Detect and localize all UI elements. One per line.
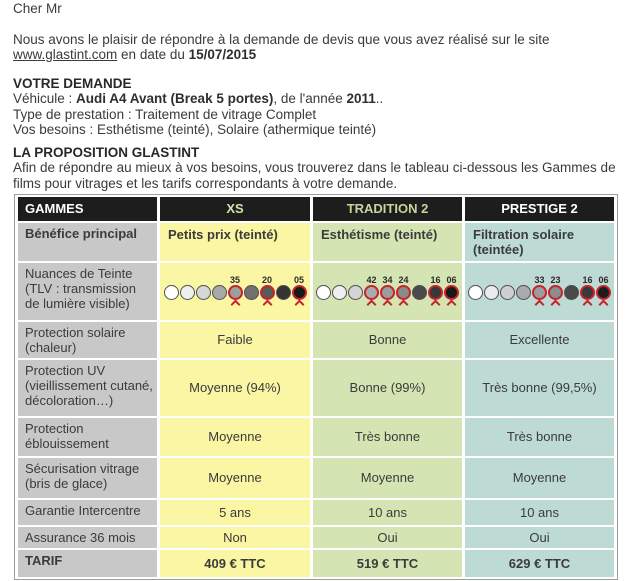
tlv-value: 06 <box>446 275 457 285</box>
section-title-proposition: LA PROPOSITION GLASTINT <box>13 144 200 160</box>
selection-caret-icon <box>232 300 239 308</box>
row-label: Protection UV (vieillissement cutané, décoloration…) <box>18 360 157 416</box>
tint-dot <box>260 285 275 300</box>
row-label: Assurance 36 mois <box>18 527 157 548</box>
tint-dot <box>484 285 499 300</box>
tint-dot <box>412 285 427 300</box>
cell-value: 519 € TTC <box>313 550 462 577</box>
tint-dot <box>532 285 547 300</box>
vehicle-label: Véhicule : <box>13 91 77 106</box>
selection-caret-icon <box>264 300 271 308</box>
tint-dot <box>580 285 595 300</box>
tint-dot <box>180 285 195 300</box>
tlv-value: 23 <box>550 275 561 285</box>
cell-value: Oui <box>465 527 614 548</box>
cell-value: Bonne <box>313 322 462 358</box>
tint-dot <box>596 285 611 300</box>
tint-circle <box>211 275 227 308</box>
tint-circle <box>516 275 532 308</box>
tlv-value: 24 <box>398 275 409 285</box>
cell-value: 409 € TTC <box>160 550 310 577</box>
tint-circle <box>332 275 348 308</box>
tlv-value: 16 <box>582 275 593 285</box>
chevron-up-icon <box>294 300 304 310</box>
tint-circle <box>468 275 484 308</box>
tlv-value: 35 <box>229 275 240 285</box>
tint-dot <box>212 285 227 300</box>
chevron-up-icon <box>551 300 561 310</box>
row-label: Garantie Intercentre <box>18 500 157 525</box>
selection-caret-icon <box>552 300 559 308</box>
cell-value: Filtration solaire (teintée) <box>465 223 614 261</box>
selection-caret-icon <box>400 300 407 308</box>
tint-circle-selected <box>444 275 460 308</box>
tint-circle <box>484 275 500 308</box>
cell-value: Moyenne <box>160 458 310 498</box>
tint-circle <box>348 275 364 308</box>
tint-dot <box>228 285 243 300</box>
chevron-up-icon <box>447 300 457 310</box>
chevron-up-icon <box>262 300 272 310</box>
tint-circle-selected <box>227 275 243 308</box>
tint-circle <box>412 275 428 308</box>
tlv-value: 06 <box>598 275 609 285</box>
tint-dot <box>164 285 179 300</box>
cell-value: 10 ans <box>465 500 614 525</box>
cell-value: Petits prix (teinté) <box>160 223 310 261</box>
tint-dot <box>348 285 363 300</box>
prestation-line: Type de prestation : Traitement de vitrage Complet <box>13 106 317 122</box>
tlv-value: 05 <box>293 275 304 285</box>
cell-value: Oui <box>313 527 462 548</box>
chevron-up-icon <box>230 300 240 310</box>
chevron-up-icon <box>583 300 593 310</box>
tint-circle-selected <box>580 275 596 308</box>
tint-circle-selected <box>380 275 396 308</box>
tint-dot <box>444 285 459 300</box>
tint-dot <box>316 285 331 300</box>
tlv-value: 33 <box>534 275 545 285</box>
tint-scale-xs <box>160 263 310 320</box>
cell-value: Très bonne <box>313 418 462 456</box>
selection-caret-icon <box>536 300 543 308</box>
column-header-xs: XS <box>160 197 310 221</box>
cell-value: Moyenne <box>465 458 614 498</box>
tint-dot <box>380 285 395 300</box>
tint-dot <box>516 285 531 300</box>
quote-date: 15/07/2015 <box>188 47 257 62</box>
cell-value: Très bonne <box>465 418 614 456</box>
tint-dot <box>548 285 563 300</box>
vehicle-mid: , de l'année <box>273 91 347 106</box>
tint-circle <box>564 275 580 308</box>
tint-circle-selected <box>396 275 412 308</box>
tint-circle-selected <box>364 275 380 308</box>
cell-value: 10 ans <box>313 500 462 525</box>
cell-value: Bonne (99%) <box>313 360 462 416</box>
row-label: TARIF <box>18 550 157 577</box>
tint-circle-selected <box>291 275 307 308</box>
row-label: Sécurisation vitrage (bris de glace) <box>18 458 157 498</box>
proposition-intro-l1: Afin de répondre au mieux à vos besoins, vous trouverez dans le tableau ci-dessous les Gammes de <box>13 160 616 175</box>
tint-dot <box>396 285 411 300</box>
tint-dot <box>292 285 307 300</box>
tint-dot <box>244 285 259 300</box>
besoins-line: Vos besoins : Esthétisme (teinté), Solaire (athermique teinté) <box>13 122 377 137</box>
tint-scale-prestige-2 <box>465 263 614 320</box>
cell-value: Esthétisme (teinté) <box>313 223 462 261</box>
selection-caret-icon <box>384 300 391 308</box>
vehicle-year: 2011 <box>346 91 376 106</box>
glastint-link[interactable]: www.glastint.com <box>13 47 118 62</box>
intro-paragraph <box>13 32 617 63</box>
selection-caret-icon <box>432 300 439 308</box>
chevron-up-icon <box>399 300 409 310</box>
intro-text: Nous avons le plaisir de répondre à la demande de devis que vous avez réalisé sur le site <box>13 31 550 47</box>
tlv-value: 42 <box>366 275 377 285</box>
salutation: Cher Mr <box>13 1 62 16</box>
selection-caret-icon <box>600 300 607 308</box>
row-label: Bénéfice principal <box>18 223 157 261</box>
tlv-value: 20 <box>261 275 272 285</box>
tint-dot <box>564 285 579 300</box>
cell-value: Très bonne (99,5%) <box>465 360 614 416</box>
tint-circle <box>179 275 195 308</box>
vehicle-tail: .. <box>375 91 384 106</box>
tint-circle <box>500 275 516 308</box>
cell-value: Moyenne (94%) <box>160 360 310 416</box>
selection-caret-icon <box>296 300 303 308</box>
tint-circle <box>275 275 291 308</box>
chevron-up-icon <box>383 300 393 310</box>
tint-dot <box>428 285 443 300</box>
tint-scale-tradition-2 <box>313 263 462 320</box>
tint-circle <box>163 275 179 308</box>
selection-caret-icon <box>584 300 591 308</box>
tint-circle-selected <box>548 275 564 308</box>
cell-value: Moyenne <box>313 458 462 498</box>
tint-circle <box>195 275 211 308</box>
column-header-prestige-2: PRESTIGE 2 <box>465 197 614 221</box>
vehicle-model: Audi A4 Avant (Break 5 portes) <box>76 91 274 106</box>
cell-value: Non <box>160 527 310 548</box>
intro-mid: en date du <box>117 47 189 62</box>
proposition-intro-l2: films pour vitrages et les tarifs correspondants à votre demande. <box>13 175 398 191</box>
tint-circle <box>243 275 259 308</box>
tint-circle-selected <box>596 275 612 308</box>
selection-caret-icon <box>448 300 455 308</box>
cell-value: 5 ans <box>160 500 310 525</box>
cell-value: Moyenne <box>160 418 310 456</box>
row-label: Protection éblouissement <box>18 418 157 456</box>
column-header-tradition-2: TRADITION 2 <box>313 197 462 221</box>
tint-dot <box>364 285 379 300</box>
tlv-value: 16 <box>430 275 441 285</box>
cell-value: Faible <box>160 322 310 358</box>
tint-circle-selected <box>428 275 444 308</box>
chevron-up-icon <box>367 300 377 310</box>
row-label: Nuances de Teinte (TLV : transmission de lumière visible) <box>18 263 157 320</box>
selection-caret-icon <box>368 300 375 308</box>
tint-circle <box>316 275 332 308</box>
tint-dot <box>500 285 515 300</box>
vehicle-line <box>13 91 617 107</box>
tint-dot <box>196 285 211 300</box>
cell-value: 629 € TTC <box>465 550 614 577</box>
tint-circle-selected <box>532 275 548 308</box>
proposition-table <box>14 194 618 580</box>
section-title-demande: VOTRE DEMANDE <box>13 75 132 91</box>
chevron-up-icon <box>535 300 545 310</box>
tlv-value: 34 <box>382 275 393 285</box>
proposition-intro <box>13 160 617 191</box>
row-label: Protection solaire (chaleur) <box>18 322 157 358</box>
cell-value: Excellente <box>465 322 614 358</box>
tint-dot <box>276 285 291 300</box>
tint-dot <box>468 285 483 300</box>
column-header-gammes: GAMMES <box>18 197 157 221</box>
tint-circle-selected <box>259 275 275 308</box>
chevron-up-icon <box>431 300 441 310</box>
tint-dot <box>332 285 347 300</box>
chevron-up-icon <box>599 300 609 310</box>
